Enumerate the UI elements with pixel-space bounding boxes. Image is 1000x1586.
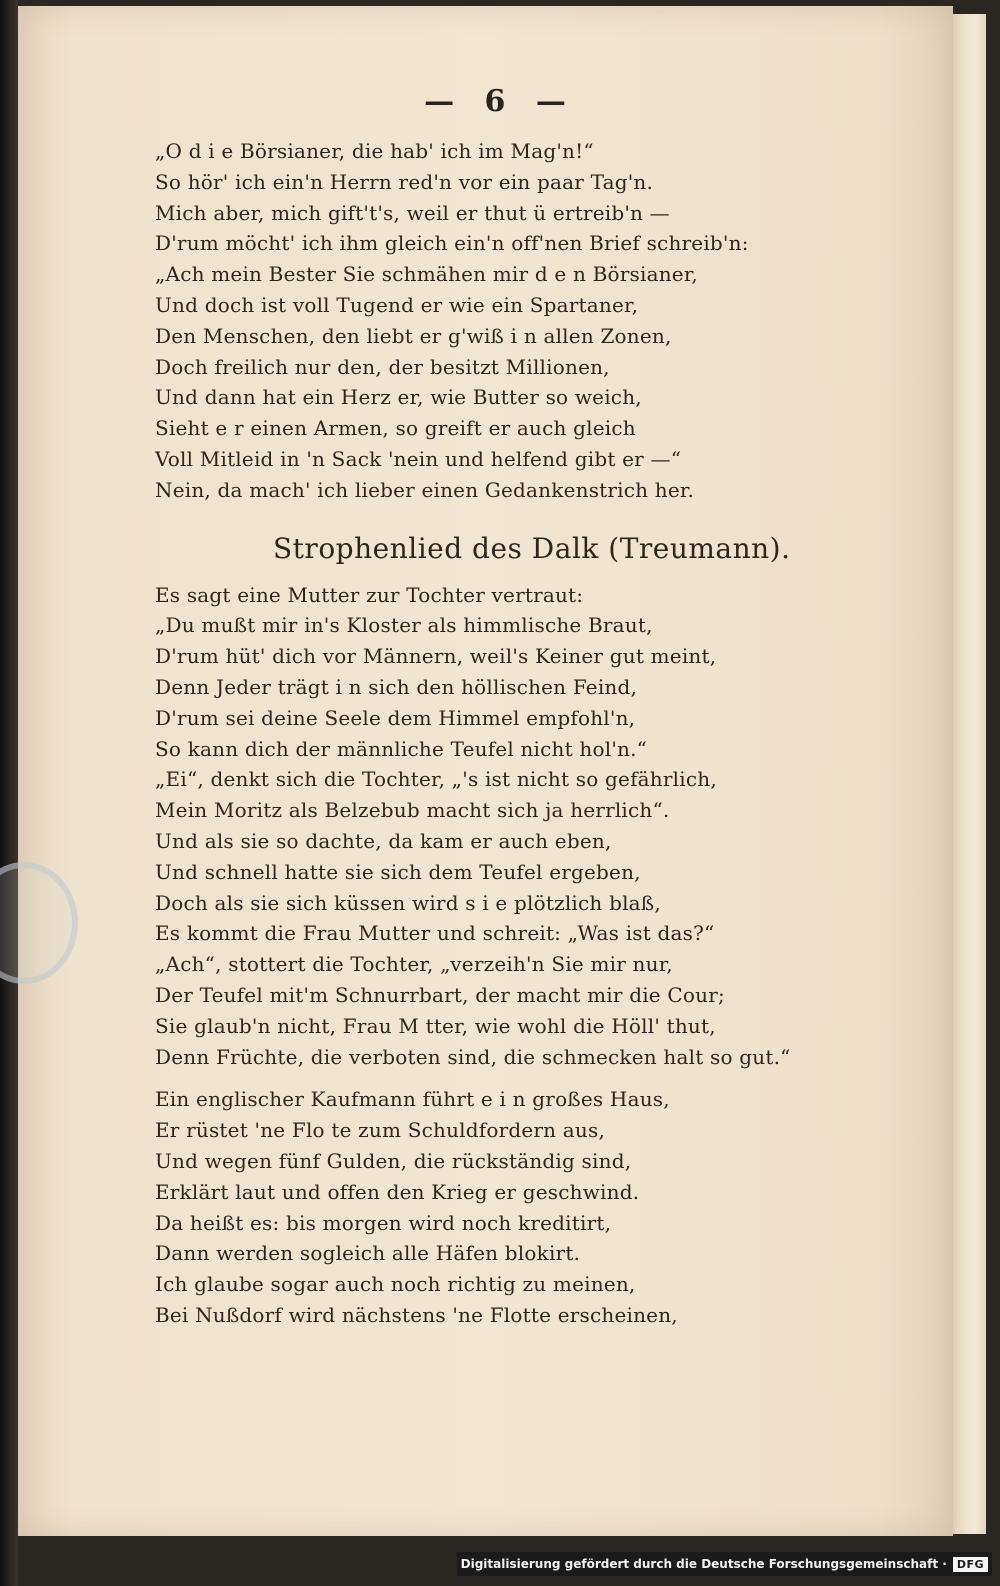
poem-stanza-1	[155, 136, 755, 506]
song-line: Er rüstet 'ne Flo te zum Schuldfordern aus,	[155, 1118, 606, 1143]
song-line: „Ach“, stottert die Tochter, „verzeih'n Sie mir nur,	[155, 952, 673, 977]
song-line: D'rum sei deine Seele dem Himmel empfohl'n,	[155, 705, 636, 730]
song-line: Denn Jeder trägt i n sich den höllischen Feind,	[155, 674, 638, 699]
page-left-shadow	[0, 0, 18, 1586]
song-line: Der Teufel mit'm Schnurrbart, der macht mir die Cour;	[155, 982, 725, 1007]
song-line: Und schnell hatte sie sich dem Teufel ergeben,	[155, 859, 641, 884]
song-line: Sie glaub'n nicht, Frau M tter, wie wohl die Höll' thut,	[155, 1013, 716, 1038]
poem-line: Nein, da mach' ich lieber einen Gedankenstrich her.	[155, 477, 695, 502]
song-line: Ich glaube sogar auch noch richtig zu meinen,	[155, 1272, 636, 1297]
dfg-logo: DFG	[953, 1557, 988, 1572]
song-stanza-2	[155, 1084, 755, 1330]
song-title: Strophenlied des Dalk (Treumann).	[273, 531, 791, 565]
song-line: Dann werden sogleich alle Häfen blokirt.	[155, 1241, 581, 1266]
song-line: D'rum hüt' dich vor Männern, weil's Keiner gut meint,	[155, 644, 717, 669]
poem-line: „O d i e Börsianer, die hab' ich im Mag'n!“	[155, 139, 594, 163]
song-line: Da heißt es: bis morgen wird noch kreditirt,	[155, 1210, 612, 1235]
song-line: „Ei“, denkt sich die Tochter, „'s ist nicht so gefährlich,	[155, 767, 717, 792]
song-line: Es kommt die Frau Mutter und schreit: „Was ist das?“	[155, 921, 715, 946]
song-line: Denn Früchte, die verboten sind, die schmecken halt so gut.“	[155, 1044, 791, 1069]
poem-line: Doch freilich nur den, der besitzt Millionen,	[155, 354, 610, 379]
poem-line: Und doch ist voll Tugend er wie ein Spartaner,	[155, 292, 639, 317]
poem-line: „Ach mein Bester Sie schmähen mir d e n Börsianer,	[155, 262, 698, 287]
poem-line: Und dann hat ein Herz er, wie Butter so weich,	[155, 385, 642, 410]
song-line: So kann dich der männliche Teufel nicht hol'n.“	[155, 736, 648, 761]
digitization-footer	[457, 1552, 992, 1576]
song-stanza-1	[155, 580, 791, 1073]
page-right-edge	[948, 14, 986, 1534]
song-line: Und wegen fünf Gulden, die rückständig sind,	[155, 1148, 632, 1173]
song-line: „Du mußt mir in's Kloster als himmlische Braut,	[155, 613, 653, 638]
poem-line: So hör' ich ein'n Herrn red'n vor ein paar Tag'n.	[155, 169, 654, 194]
song-line: Doch als sie sich küssen wird s i e plötzlich blaß,	[155, 890, 661, 915]
song-line: Erklärt laut und offen den Krieg er geschwind.	[155, 1179, 640, 1204]
poem-text	[155, 136, 791, 1331]
song-line: Es sagt eine Mutter zur Tochter vertraut:	[155, 582, 584, 607]
poem-line: D'rum möcht' ich ihm gleich ein'n off'nen Brief schreib'n:	[155, 231, 749, 256]
poem-line: Voll Mitleid in 'n Sack 'nein und helfend gibt er —“	[155, 446, 682, 471]
poem-line: Den Menschen, den liebt er g'wiß i n allen Zonen,	[155, 323, 672, 348]
song-line: Ein englischer Kaufmann führt e i n großes Haus,	[155, 1087, 670, 1112]
footer-credit: Digitalisierung gefördert durch die Deutsche Forschungsgemeinschaft ·	[460, 1557, 947, 1571]
stanza-gap	[155, 1072, 755, 1084]
song-line: Mein Moritz als Belzebub macht sich ja herrlich“.	[155, 798, 670, 823]
song-line: Bei Nußdorf wird nächstens 'ne Flotte erscheinen,	[155, 1302, 678, 1327]
poem-line: Mich aber, mich gift't's, weil er thut ü ertreib'n —	[155, 200, 670, 225]
page-number: — 6 —	[424, 84, 576, 119]
song-line: Und als sie so dachte, da kam er auch eben,	[155, 828, 612, 853]
poem-line: Sieht e r einen Armen, so greift er auch gleich	[155, 416, 636, 441]
